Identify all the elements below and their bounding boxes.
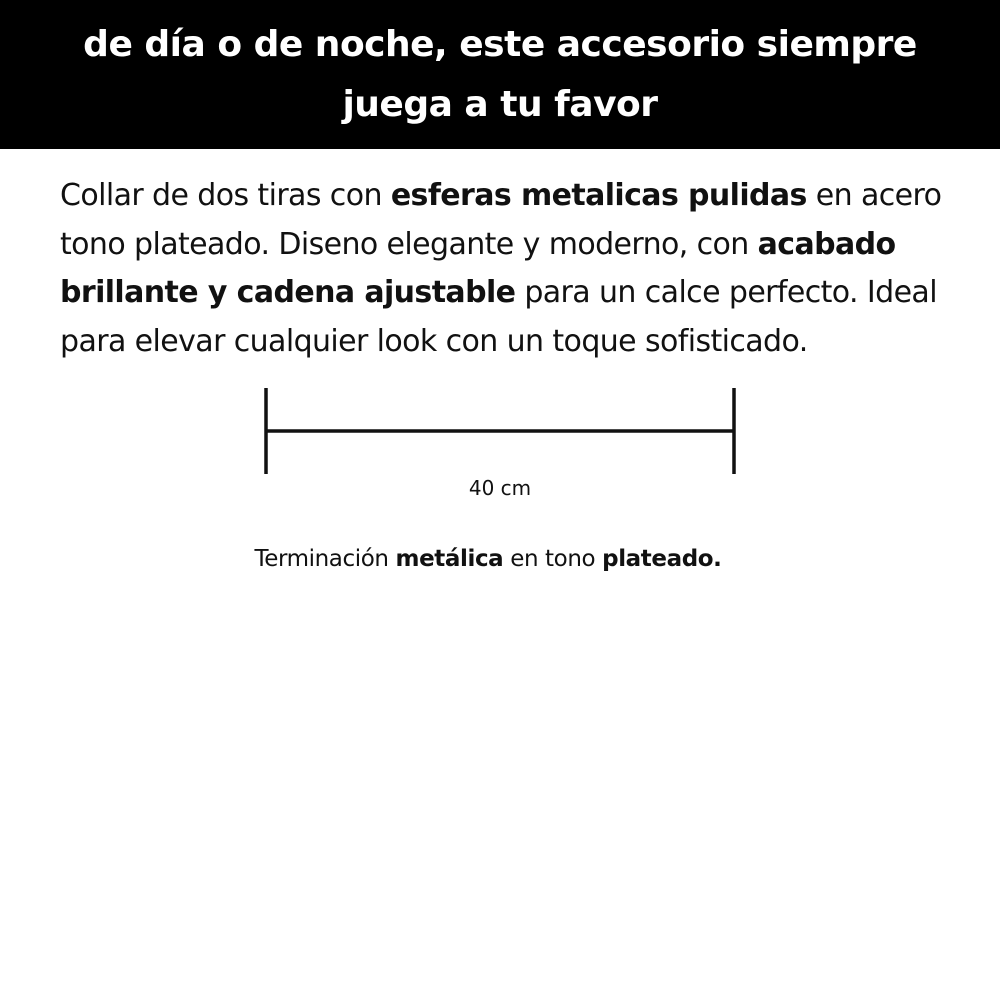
finish-bold-2: plateado. [602,546,722,572]
description-text-3: para un calce perfecto. Ideal para elevar cualquier look con un toque sofisticado. [60,275,937,359]
header-line-2: juega a tu favor [342,83,658,125]
description-text-2: en acero tono plateado. Diseno elegante y moderno, con [60,178,942,262]
description-text-1: Collar de dos tiras con [60,178,391,213]
finish-bold-1: metálica [395,546,504,572]
measurement-label: 40 cm [468,476,532,500]
finish-text-1: Terminación [254,546,396,572]
description-bold-1: esferas metalicas pulidas [390,178,807,213]
finish-text-2: en tono [503,546,603,572]
finish-note [0,546,976,572]
description-bold-2: acabado brillante y cadena ajustable [60,226,896,310]
header-line-1: de día o de noche, este accesorio siempre [83,23,917,65]
